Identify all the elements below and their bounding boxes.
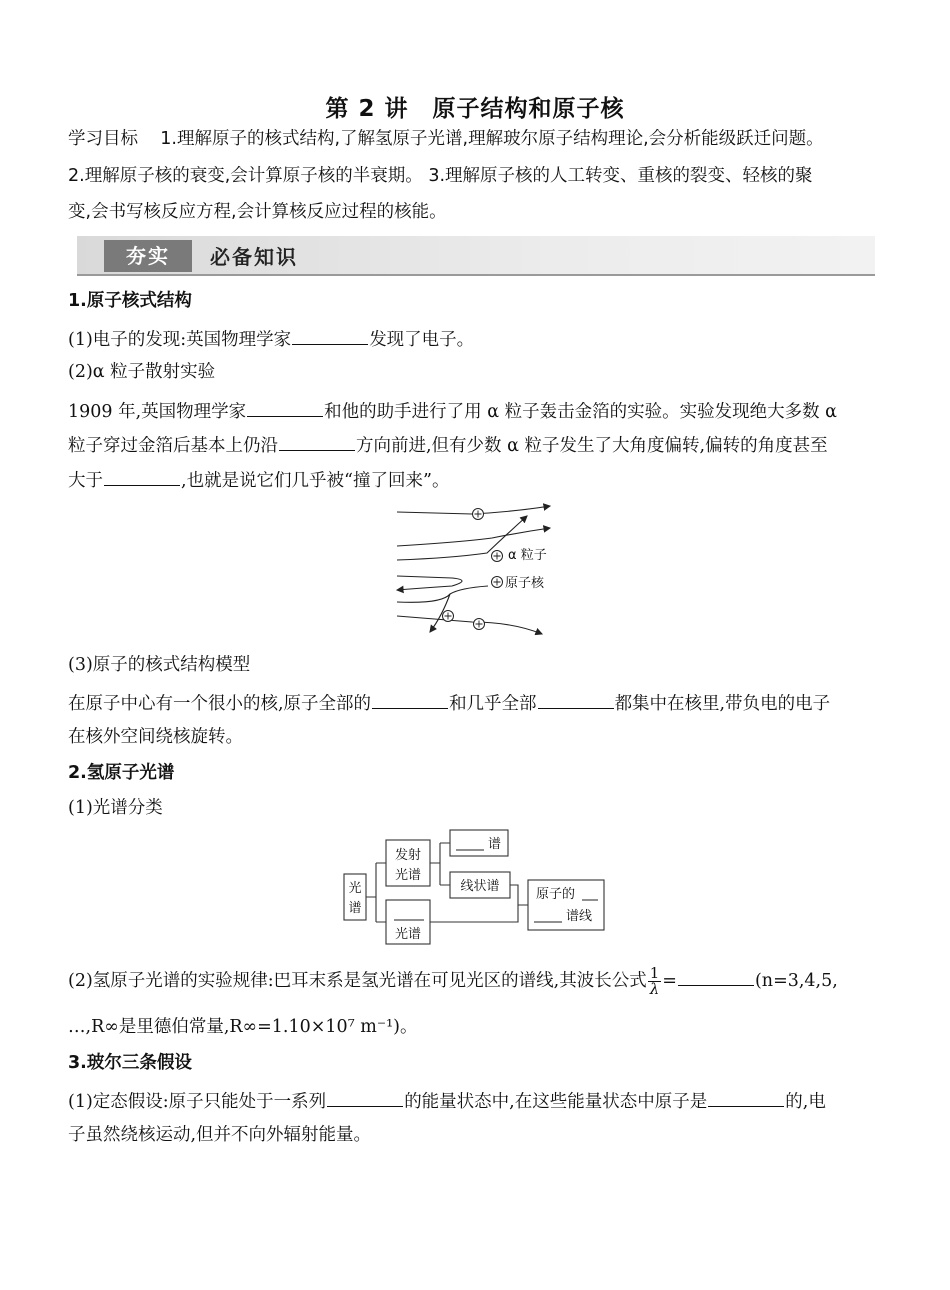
spectrum-classification-diagram	[340, 826, 620, 948]
banner-tag: 夯实	[104, 240, 192, 272]
alpha-track	[397, 576, 462, 590]
atom-feature-line-2: 谱线	[566, 909, 593, 924]
s1-p1	[68, 326, 888, 351]
fill-blank	[247, 398, 323, 417]
nucleus-label: 原子核	[505, 576, 545, 591]
continuous-suffix: 谱	[488, 837, 502, 852]
fill-blank	[292, 326, 368, 345]
s3-p1-line-2: 子虽然绕核运动,但并不向外辐射能量。	[68, 1125, 372, 1145]
s1-p3-l1-b: 和几乎全部	[449, 694, 537, 714]
s3-p1-text-c: 的,电	[785, 1092, 826, 1112]
s1-p2-line-3	[68, 467, 888, 492]
alpha-particle-label: α 粒子	[508, 548, 547, 563]
alpha-track	[397, 528, 550, 546]
s1-p1-text-b: 发现了电子。	[369, 330, 475, 350]
s2-p2-line-2: …,R∞是里德伯常量,R∞=1.10×10⁷ m⁻¹)。	[68, 1017, 418, 1037]
s1-p2-l2-a: 粒子穿过金箔后基本上仍沿	[68, 436, 278, 456]
equals-sign: =	[662, 971, 677, 991]
wavelength-fraction	[648, 966, 662, 997]
fill-blank	[372, 690, 448, 709]
fill-blank	[104, 467, 180, 486]
s1-p3-l1-a: 在原子中心有一个很小的核,原子全部的	[68, 694, 372, 714]
s2-p1-heading: (1)光谱分类	[68, 798, 163, 818]
page-title: 第 2 讲 原子结构和原子核	[325, 96, 625, 122]
s1-p2-line-2	[68, 432, 888, 457]
fill-blank	[538, 690, 614, 709]
s1-p3-l1-c: 都集中在核里,带负电的电子	[614, 694, 831, 714]
fill-blank	[279, 432, 355, 451]
s1-p2-heading: (2)α 粒子散射实验	[68, 362, 216, 382]
emission-line-2: 光谱	[394, 868, 422, 883]
alpha-track	[397, 616, 542, 634]
s1-p2-l2-b: 方向前进,但有少数 α 粒子发生了大角度偏转,偏转的角度甚至	[356, 436, 828, 456]
objectives-line-1	[68, 128, 888, 150]
emission-line-1: 发射	[394, 848, 422, 863]
atom-feature-line-1: 原子的	[536, 887, 576, 902]
s1-p2-l1-b: 和他的助手进行了用 α 粒子轰击金箔的实验。实验发现绝大多数 α	[324, 402, 837, 422]
line-spectrum-label: 线状谱	[460, 879, 500, 894]
banner-label: 必备知识	[210, 245, 298, 269]
root-char-1: 光	[348, 881, 362, 896]
section-3-heading: 3.玻尔三条假设	[68, 1053, 192, 1073]
s1-p3-line-1	[68, 690, 888, 715]
fill-blank	[678, 967, 754, 986]
section-1-heading: 1.原子核式结构	[68, 291, 192, 311]
s1-p2-l1-a: 1909 年,英国物理学家	[68, 402, 247, 422]
s3-p1-text-a: (1)定态假设:原子只能处于一系列	[68, 1092, 327, 1112]
s1-p2-l3-b: ,也就是说它们几乎被“撞了回来”。	[181, 471, 450, 491]
s2-p2-text-a: (2)氢原子光谱的实验规律:巴耳末系是氢光谱在可见光区的谱线,其波长公式	[68, 971, 647, 991]
section-2-heading: 2.氢原子光谱	[68, 763, 175, 783]
s1-p3-heading: (3)原子的核式结构模型	[68, 655, 251, 675]
s3-p1-text-b: 的能量状态中,在这些能量状态中原子是	[404, 1092, 708, 1112]
section-banner	[77, 236, 875, 276]
objectives-text-1: 1.理解原子的核式结构,了解氢原子光谱,理解玻尔原子结构理论,会分析能级跃迁问题。	[160, 129, 824, 149]
s3-p1-line-1	[68, 1088, 888, 1113]
fill-blank	[708, 1088, 784, 1107]
root-char-2: 谱	[348, 901, 362, 916]
s1-p3-line-2: 在核外空间绕核旋转。	[68, 727, 243, 747]
s1-p1-text-a: (1)电子的发现:英国物理学家	[68, 330, 292, 350]
s2-p2-text-b: (n=3,4,5,	[754, 971, 838, 991]
objectives-line-3: 变,会书写核反应方程,会计算核反应过程的核能。	[68, 202, 447, 222]
absorption-suffix: 光谱	[394, 927, 422, 942]
fraction-denominator: λ	[649, 980, 660, 998]
s1-p2-line-1	[68, 398, 888, 423]
objectives-line-2: 2.理解原子核的衰变,会计算原子核的半衰期。 3.理解原子核的人工转变、重核的裂变、轻核的聚	[68, 166, 813, 186]
alpha-scattering-figure	[392, 498, 562, 643]
s1-p2-l3-a: 大于	[68, 471, 103, 491]
s2-p2-line-1	[68, 966, 888, 997]
fraction-numerator: 1	[649, 964, 660, 982]
fill-blank	[327, 1088, 403, 1107]
objectives-label: 学习目标	[68, 129, 138, 149]
